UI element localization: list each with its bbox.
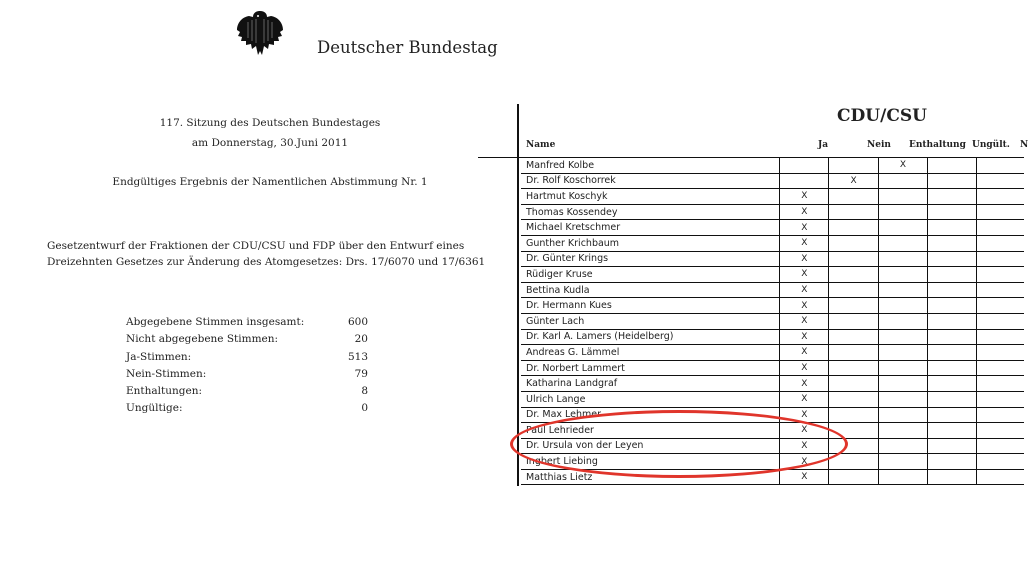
stat-value: 8 xyxy=(361,385,368,398)
column-header-ja: Ja xyxy=(818,140,829,150)
cell-ungueltig xyxy=(928,298,976,314)
cell-extra xyxy=(976,423,1024,439)
cell-nein xyxy=(829,220,878,236)
cell-extra xyxy=(976,438,1024,454)
stat-value: 20 xyxy=(354,333,368,346)
stat-label: Ungültige: xyxy=(126,402,183,415)
cell-ungueltig xyxy=(928,376,976,392)
cell-ungueltig xyxy=(928,360,976,376)
cell-ja: X xyxy=(780,313,829,329)
cell-ja: X xyxy=(780,282,829,298)
cell-ungueltig xyxy=(928,313,976,329)
cell-enthaltung xyxy=(878,189,927,205)
cell-ja xyxy=(780,173,829,189)
cell-ungueltig xyxy=(928,438,976,454)
column-header-enthaltung: Enthaltung xyxy=(909,140,966,150)
cell-enthaltung xyxy=(878,282,927,298)
cell-extra xyxy=(976,204,1024,220)
cell-ungueltig xyxy=(928,235,976,251)
stat-row xyxy=(126,402,368,419)
table-divider-vertical xyxy=(517,104,519,486)
cell-name: Matthias Lietz xyxy=(521,469,780,485)
column-header-nein: Nein xyxy=(867,140,891,150)
table-row xyxy=(521,173,1024,189)
cell-ungueltig xyxy=(928,251,976,267)
cell-ja: X xyxy=(780,298,829,314)
cell-nein xyxy=(829,251,878,267)
table-row xyxy=(521,329,1024,345)
org-name: Deutscher Bundestag xyxy=(317,38,498,57)
cell-enthaltung xyxy=(878,220,927,236)
cell-name: Bettina Kudla xyxy=(521,282,780,298)
subject-line: Dreizehnten Gesetzes zur Änderung des Atomgesetzes: Drs. 17/6070 und 17/6361 xyxy=(47,256,486,268)
cell-enthaltung xyxy=(878,391,927,407)
table-row xyxy=(521,267,1024,283)
party-heading: CDU/CSU xyxy=(837,106,927,126)
table-row xyxy=(521,391,1024,407)
cell-name: Dr. Hermann Kues xyxy=(521,298,780,314)
cell-nein xyxy=(829,376,878,392)
cell-nein xyxy=(829,407,878,423)
table-row xyxy=(521,251,1024,267)
cell-name: Paul Lehrieder xyxy=(521,423,780,439)
cell-enthaltung xyxy=(878,298,927,314)
column-header-extra: N xyxy=(1020,140,1028,150)
highlight-circle xyxy=(510,410,848,478)
cell-extra xyxy=(976,360,1024,376)
cell-extra xyxy=(976,173,1024,189)
table-row xyxy=(521,376,1024,392)
federal-eagle-icon xyxy=(236,10,284,56)
cell-enthaltung xyxy=(878,423,927,439)
cell-enthaltung xyxy=(878,438,927,454)
cell-extra xyxy=(976,189,1024,205)
cell-extra xyxy=(976,407,1024,423)
cell-name: Manfred Kolbe xyxy=(521,158,780,173)
stat-row xyxy=(126,351,368,368)
cell-nein xyxy=(829,345,878,361)
cell-enthaltung xyxy=(878,345,927,361)
cell-name: Dr. Karl A. Lamers (Heidelberg) xyxy=(521,329,780,345)
session-date: am Donnerstag, 30.Juni 2011 xyxy=(191,137,349,149)
cell-ja: X xyxy=(780,251,829,267)
cell-name: Dr. Norbert Lammert xyxy=(521,360,780,376)
cell-name: Ulrich Lange xyxy=(521,391,780,407)
cell-extra xyxy=(976,391,1024,407)
cell-nein xyxy=(829,469,878,485)
cell-ungueltig xyxy=(928,469,976,485)
vote-statistics xyxy=(126,316,368,420)
cell-ungueltig xyxy=(928,173,976,189)
subject-line: Gesetzentwurf der Fraktionen der CDU/CSU und FDP über den Entwurf eines xyxy=(47,240,465,252)
cell-name: Gunther Krichbaum xyxy=(521,235,780,251)
cell-ja: X xyxy=(780,407,829,423)
cell-ungueltig xyxy=(928,391,976,407)
cell-name: Rüdiger Kruse xyxy=(521,267,780,283)
cell-extra xyxy=(976,267,1024,283)
table-row xyxy=(521,313,1024,329)
cell-ja: X xyxy=(780,376,829,392)
stat-value: 79 xyxy=(354,367,368,380)
cell-name: Thomas Kossendey xyxy=(521,204,780,220)
stat-value: 600 xyxy=(347,316,368,328)
stat-row xyxy=(126,368,368,385)
cell-extra xyxy=(976,251,1024,267)
cell-ja: X xyxy=(780,454,829,470)
cell-extra xyxy=(976,454,1024,470)
cell-extra xyxy=(976,376,1024,392)
cell-ja: X xyxy=(780,267,829,283)
cell-ja: X xyxy=(780,438,829,454)
cell-nein xyxy=(829,204,878,220)
stat-value: 513 xyxy=(347,350,368,363)
cell-ja: X xyxy=(780,189,829,205)
cell-enthaltung xyxy=(878,173,927,189)
cell-enthaltung xyxy=(878,313,927,329)
stat-row xyxy=(126,316,368,333)
cell-nein xyxy=(829,313,878,329)
cell-name: Andreas G. Lämmel xyxy=(521,345,780,361)
cell-ja: X xyxy=(780,423,829,439)
cell-enthaltung xyxy=(878,329,927,345)
stat-row xyxy=(126,333,368,350)
cell-nein xyxy=(829,329,878,345)
cell-ungueltig xyxy=(928,267,976,283)
stat-label: Ja-Stimmen: xyxy=(126,350,192,363)
stat-label: Nicht abgegebene Stimmen: xyxy=(126,333,279,346)
stat-value: 0 xyxy=(361,402,368,415)
cell-extra xyxy=(976,329,1024,345)
cell-extra xyxy=(976,345,1024,361)
cell-enthaltung xyxy=(878,469,927,485)
cell-ja: X xyxy=(780,220,829,236)
cell-nein xyxy=(829,298,878,314)
cell-extra xyxy=(976,469,1024,485)
cell-ungueltig xyxy=(928,407,976,423)
cell-name: Günter Lach xyxy=(521,313,780,329)
cell-ja: X xyxy=(780,345,829,361)
cell-ungueltig xyxy=(928,329,976,345)
cell-enthaltung xyxy=(878,251,927,267)
cell-ungueltig xyxy=(928,158,976,173)
cell-enthaltung xyxy=(878,407,927,423)
table-row xyxy=(521,189,1024,205)
cell-ja: X xyxy=(780,329,829,345)
cell-ungueltig xyxy=(928,423,976,439)
stat-label: Abgegebene Stimmen insgesamt: xyxy=(126,316,305,328)
cell-nein xyxy=(829,267,878,283)
table-row xyxy=(521,282,1024,298)
cell-extra xyxy=(976,298,1024,314)
stat-row xyxy=(126,385,368,402)
cell-ungueltig xyxy=(928,220,976,236)
cell-ja xyxy=(780,158,829,173)
stat-label: Enthaltungen: xyxy=(126,385,203,398)
cell-ja: X xyxy=(780,469,829,485)
cell-extra xyxy=(976,220,1024,236)
subject-text xyxy=(47,238,485,270)
cell-enthaltung xyxy=(878,204,927,220)
cell-name: Dr. Ursula von der Leyen xyxy=(521,438,780,454)
cell-nein xyxy=(829,158,878,173)
result-title: Endgültiges Ergebnis der Namentlichen Abstimmung Nr. 1 xyxy=(112,176,428,188)
table-row xyxy=(521,220,1024,236)
table-row xyxy=(521,360,1024,376)
cell-nein xyxy=(829,282,878,298)
cell-ungueltig xyxy=(928,282,976,298)
cell-ja: X xyxy=(780,391,829,407)
cell-name: Dr. Max Lehmer xyxy=(521,407,780,423)
cell-nein xyxy=(829,360,878,376)
cell-enthaltung xyxy=(878,360,927,376)
cell-ja: X xyxy=(780,204,829,220)
cell-enthaltung xyxy=(878,454,927,470)
cell-enthaltung xyxy=(878,376,927,392)
cell-name: Dr. Rolf Koschorrek xyxy=(521,173,780,189)
table-row xyxy=(521,158,1024,173)
table-row xyxy=(521,204,1024,220)
cell-name: Hartmut Koschyk xyxy=(521,189,780,205)
table-row xyxy=(521,235,1024,251)
cell-name: Katharina Landgraf xyxy=(521,376,780,392)
cell-ungueltig xyxy=(928,189,976,205)
cell-ungueltig xyxy=(928,204,976,220)
cell-ja: X xyxy=(780,360,829,376)
cell-name: Dr. Günter Krings xyxy=(521,251,780,267)
cell-extra xyxy=(976,313,1024,329)
session-title: 117. Sitzung des Deutschen Bundestages xyxy=(159,117,381,129)
column-header-name: Name xyxy=(526,140,556,150)
cell-nein: X xyxy=(829,173,878,189)
cell-name: Michael Kretschmer xyxy=(521,220,780,236)
cell-ja: X xyxy=(780,235,829,251)
table-row xyxy=(521,298,1024,314)
cell-extra xyxy=(976,235,1024,251)
cell-nein xyxy=(829,189,878,205)
cell-enthaltung xyxy=(878,235,927,251)
cell-extra xyxy=(976,158,1024,173)
stat-label: Nein-Stimmen: xyxy=(126,367,207,380)
cell-extra xyxy=(976,282,1024,298)
cell-nein xyxy=(829,391,878,407)
cell-ungueltig xyxy=(928,345,976,361)
cell-name: Ingbert Liebing xyxy=(521,454,780,470)
column-header-ungueltig: Ungült. xyxy=(972,140,1010,150)
cell-ungueltig xyxy=(928,454,976,470)
table-row xyxy=(521,345,1024,361)
cell-enthaltung xyxy=(878,267,927,283)
cell-enthaltung: X xyxy=(878,158,927,173)
cell-nein xyxy=(829,235,878,251)
